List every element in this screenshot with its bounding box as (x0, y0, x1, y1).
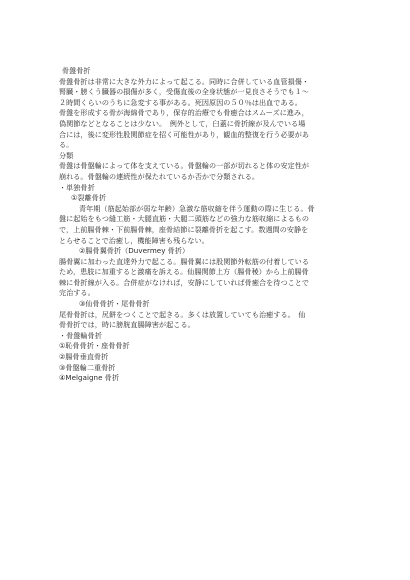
text-line: 腸骨翼に加わった直達外力で起こる。腸骨翼には股関節外転筋の付着している (59, 256, 309, 266)
text-line: 青年期（筋起始部が弱な年齢）急激な筋収縮を伴う運動の際に生じる。骨 (79, 203, 315, 213)
list-item: ①恥骨骨折・座骨骨折 (59, 341, 130, 351)
avulsion-heading: ①裂離骨折 (71, 193, 106, 203)
text-line: 骨骨折では，時に膀胱直腸障害が起こる。 (59, 320, 195, 330)
text-line: で，上前腸骨棘・下前腸骨棘，座骨結節に裂離骨折を起こす。数週間の安静を (59, 224, 309, 234)
text-line: 骨盤骨折は非常に大きな外力によって起こる。同時に合併している血管損傷・ (59, 76, 310, 86)
text-line: 骨盤を形成する骨が海綿骨であり，保存的治療でも骨癒合はスムーズに進み， (59, 108, 309, 118)
text-line: ため，患肢に加重すると激痛を訴える。仙腸関節上方（腸骨稜）から上前腸骨 (59, 267, 309, 277)
text-line: る。 (59, 140, 74, 150)
single-fracture-heading: ・単独骨折 (59, 182, 95, 192)
text-line: 完治する。 (59, 288, 95, 298)
sacrum-heading: ③仙骨骨折・尾骨骨折 (79, 299, 150, 309)
duverney-heading: ②腸骨翼骨折（Duvermey 骨折） (79, 246, 190, 256)
avulsion-paragraph (59, 204, 359, 246)
classification-heading: 分類 (59, 150, 74, 160)
text-line: 棘に骨折線が入る。合併症がなければ，安静にしていれば骨癒合を待つことで (59, 277, 310, 287)
text-line: とらせることで治癒し，機能障害も残らない。 (59, 235, 209, 245)
section-heading: 骨盤骨折 (62, 66, 91, 75)
classification-paragraph (59, 161, 359, 182)
text-line: 腎臓・膀くう臓器の損傷が多く，受傷直後の全身状態が一見良さそうでも１～ (59, 87, 309, 97)
text-line: 崩れる。骨盤輪の連続性が保たれているか否かで分類される。 (59, 171, 260, 181)
document-body (59, 66, 359, 384)
text-line: ２時間くらいのうちに急変する事がある。死因原因の５０％は出血である。 (59, 97, 302, 107)
list-item: ③骨盤輪二重骨折 (59, 362, 116, 372)
sacrum-paragraph (59, 310, 359, 331)
text-line: 合には，後に変形性股関節症を招く可能性があり，観血的整復を行う必要があ (59, 129, 310, 139)
list-item: ④Melgaigne 骨折 (59, 373, 120, 383)
text-line: 尾骨骨折は，尻餅をつくことで起きる。多くは放置していても治癒する。 仙 (59, 309, 306, 319)
ring-fracture-heading: ・骨盤輪骨折 (59, 330, 102, 340)
list-item: ②腸骨垂直骨折 (59, 352, 109, 362)
text-line: 骨盤は骨盤輪によって体を支えている。骨盤輪の一部が切れると体の安定性が (59, 161, 310, 171)
ring-fracture-list (59, 341, 359, 383)
intro-paragraph (59, 77, 359, 151)
text-line: 盤に起始をもつ縫工筋・大腿直筋・大腿二頭筋などの強力な筋収縮によるもの (59, 214, 310, 224)
text-line: 偽関節などとなることは少ない。 例外として，臼蓋に骨折線が及んでいる場 (59, 118, 306, 128)
duverney-paragraph (59, 257, 359, 299)
